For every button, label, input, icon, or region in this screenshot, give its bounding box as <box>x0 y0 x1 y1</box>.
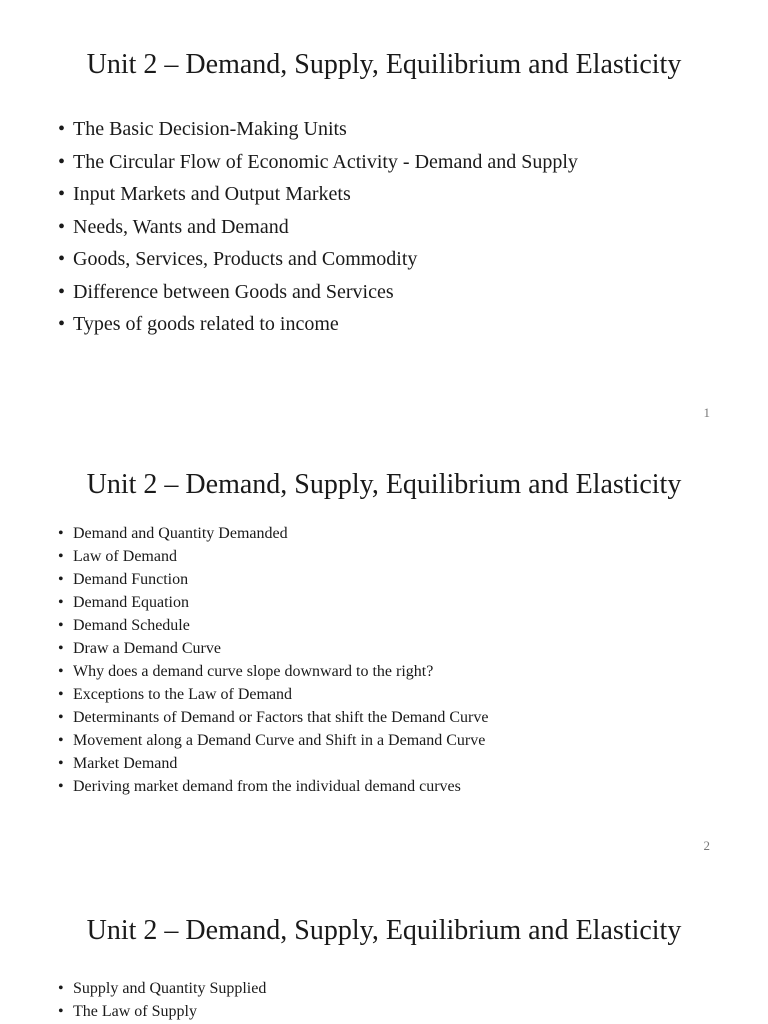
bullet-item: • The Circular Flow of Economic Activity - Demand and Supply <box>58 146 578 179</box>
bullet-item: • Movement along a Demand Curve and Shift in a Demand Curve <box>58 729 488 752</box>
slide-2 <box>0 430 768 870</box>
bullet-item: • Demand and Quantity Demanded <box>58 522 488 545</box>
bullet-item: • Difference between Goods and Services <box>58 276 578 309</box>
bullet-item: • Types of goods related to income <box>58 308 578 341</box>
bullet-item: • Input Markets and Output Markets <box>58 178 578 211</box>
bullet-item: • Demand Schedule <box>58 614 488 637</box>
bullet-item: • The Basic Decision-Making Units <box>58 113 578 146</box>
bullet-item: • The Law of Supply <box>58 1000 266 1023</box>
bullet-list <box>58 113 578 341</box>
bullet-item: • Market Demand <box>58 752 488 775</box>
bullet-item: • Determinants of Demand or Factors that shift the Demand Curve <box>58 706 488 729</box>
bullet-item: • Goods, Services, Products and Commodity <box>58 243 578 276</box>
slide-title: Unit 2 – Demand, Supply, Equilibrium and Elasticity <box>86 49 682 80</box>
bullet-item: • Deriving market demand from the individual demand curves <box>58 775 488 798</box>
bullet-item: • Demand Equation <box>58 591 488 614</box>
bullet-item: • Why does a demand curve slope downward to the right? <box>58 660 488 683</box>
page-number: 2 <box>703 838 710 853</box>
bullet-list <box>58 522 488 798</box>
bullet-item: • Supply and Quantity Supplied <box>58 977 266 1000</box>
slide-title: Unit 2 – Demand, Supply, Equilibrium and Elasticity <box>86 915 682 946</box>
bullet-item: • Exceptions to the Law of Demand <box>58 683 488 706</box>
bullet-item: • Needs, Wants and Demand <box>58 211 578 244</box>
bullet-item: • Demand Function <box>58 568 488 591</box>
bullet-item: • Draw a Demand Curve <box>58 637 488 660</box>
bullet-item: • Law of Demand <box>58 545 488 568</box>
page-number: 1 <box>703 405 710 420</box>
slide-1 <box>0 0 768 430</box>
slide-title: Unit 2 – Demand, Supply, Equilibrium and Elasticity <box>86 469 682 500</box>
bullet-list <box>58 977 266 1023</box>
slide-3 <box>0 870 768 1024</box>
